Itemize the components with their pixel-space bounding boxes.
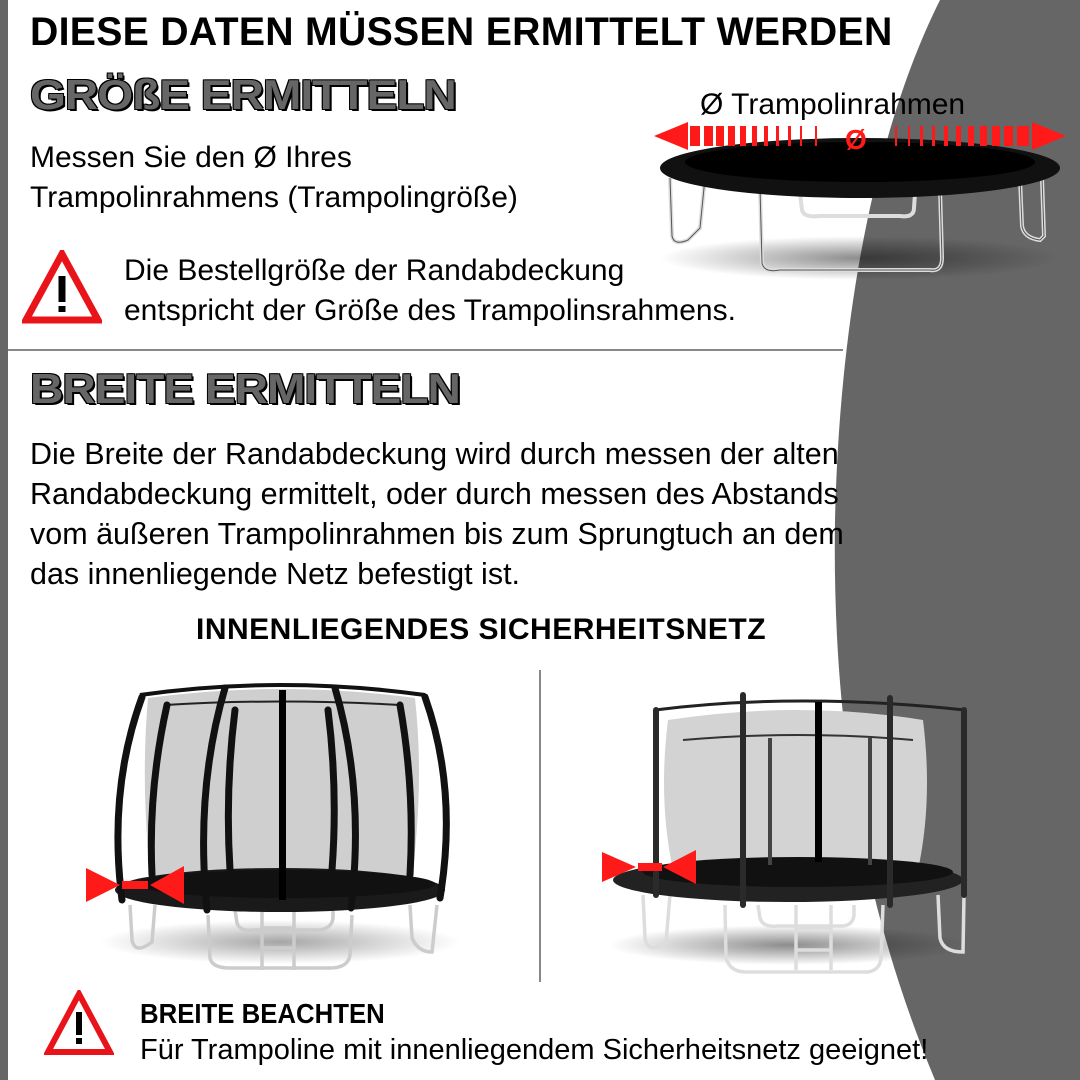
diameter-symbol: Ø: [845, 124, 867, 155]
width-instruction-line: vom äußeren Trampolinrahmen bis zum Sprungtuch an dem: [30, 517, 844, 551]
notice-text: Für Trampoline mit innenliegendem Sicherheitsnetz geeignet!: [140, 1034, 929, 1066]
size-section-heading: GRÖßE ERMITTELN: [30, 72, 456, 119]
width-instruction: [30, 434, 844, 594]
page-title: DIESE DATEN MÜSSEN ERMITTELT WERDEN: [30, 10, 893, 54]
diagram-frame-label: Ø Trampolinrahmen: [700, 88, 966, 121]
section-divider: [8, 349, 843, 351]
width-instruction-line: Die Breite der Randabdeckung wird durch messen der alten: [30, 437, 839, 471]
size-instruction: [30, 138, 518, 218]
image-divider: [539, 670, 541, 982]
warning-triangle-icon: [22, 250, 102, 324]
trampoline-curved-poles-image: [80, 670, 480, 980]
size-warning-line2: entspricht der Größe des Trampolinsrahmens.: [124, 294, 736, 327]
width-instruction-line: das innenliegende Netz befestigt ist.: [30, 557, 521, 591]
size-warning-text: [124, 251, 736, 331]
trampoline-straight-poles-image: [598, 680, 978, 980]
size-warning-line1: Die Bestellgröße der Randabdeckung: [124, 254, 625, 287]
warning-triangle-icon: [44, 990, 114, 1056]
notice-title: BREITE BEACHTEN: [140, 998, 385, 1029]
size-instruction-line1: Messen Sie den Ø Ihres: [30, 141, 352, 174]
width-section-heading: BREITE ERMITTELN: [30, 366, 460, 413]
left-border-strip: [0, 0, 8, 1080]
width-instruction-line: Randabdeckung ermittelt, oder durch messen des Abstands: [30, 477, 839, 511]
net-section-heading: INNENLIEGENDES SICHERHEITSNETZ: [196, 613, 767, 646]
size-instruction-line2: Trampolinrahmens (Trampolingröße): [30, 181, 518, 214]
